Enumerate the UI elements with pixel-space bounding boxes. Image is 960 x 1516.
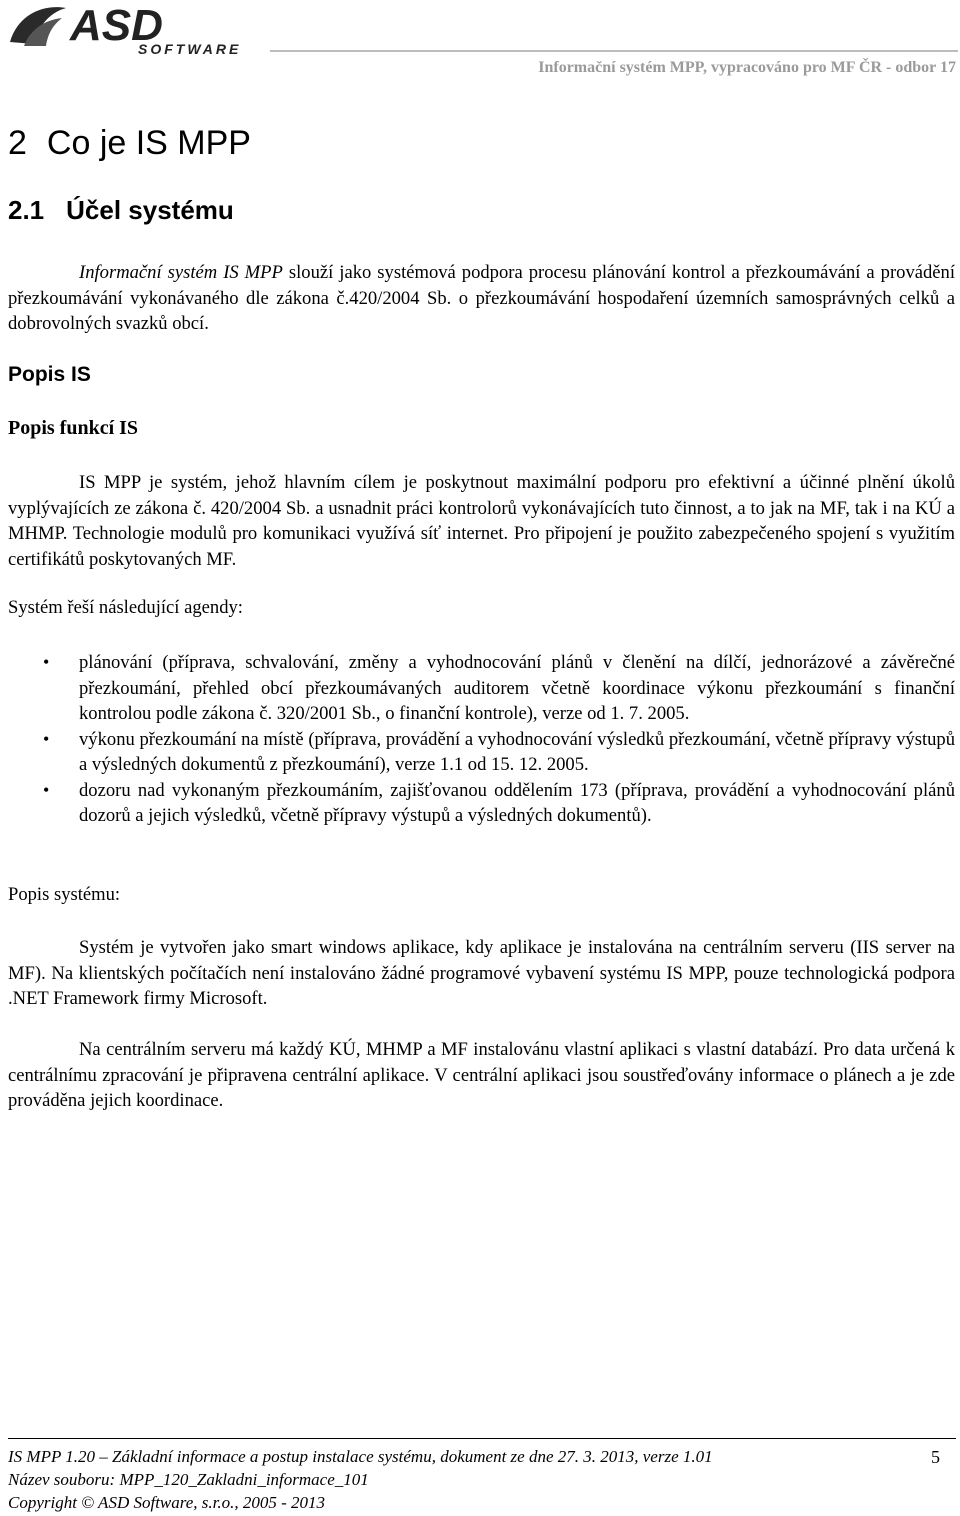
intro-paragraph (8, 260, 955, 337)
intro-text: slouží jako systémová podpora procesu plánování kontrol a přezkoumávání a provádění přezkoumávání vykonávaného dle zákona č.420/2004 Sb. o přezkoumávání hospodaření územních samosprávných celků a dobrovolných svazků obcí. (8, 262, 956, 334)
footer-document-info: IS MPP 1.20 – Základní informace a postup instalace systému, dokument ze dne 27. 3. 2013, verze 1.01 (8, 1447, 713, 1466)
popis-systemu-paragraph-2: Na centrálním serveru má každý KÚ, MHMP a MF instalovánu vlastní aplikaci s vlastní databází. Pro data určená k centrálnímu zpracování je připravena centrální aplikace. V centrální aplikaci jsou soustřeďovány informace o plánech a je zde prováděna jejich koordinace. (8, 1039, 955, 1111)
subsection-number: 2.1 (8, 195, 45, 225)
popis-systemu-paragraph-1: Systém je vytvořen jako smart windows aplikace, kdy aplikace je instalována na centrálním serveru (IIS server na MF). Na klientských počítačích není instalováno žádné programové vybavení systému IS MPP, pouze technologická podpora .NET Framework firmy Microsoft. (8, 937, 955, 1009)
popis-systemu-heading: Popis systému: (8, 884, 121, 905)
bullet-icon: • (43, 779, 50, 800)
header-rule (270, 50, 958, 52)
footer-copyright: Copyright © ASD Software, s.r.o., 2005 - 2013 (8, 1493, 326, 1512)
footer-rule (8, 1438, 956, 1439)
section-heading (8, 124, 251, 163)
bullet-icon: • (43, 728, 50, 749)
list-item: • dozoru nad vykonaným přezkoumáním, zajišťovanou oddělením 173 (příprava, provádění a vyhodnocování plánů dozorů a jejich výsledků, včetně přípravy výstupů a výsledných dokumentů). (43, 779, 955, 826)
asd-software-logo (4, 0, 274, 58)
agendas-intro: Systém řeší následující agendy: (8, 597, 243, 618)
popis-funkci-heading: Popis funkcí IS (8, 417, 139, 439)
section-title: Co je IS MPP (46, 124, 251, 162)
popis-funkci-paragraph: IS MPP je systém, jehož hlavním cílem je poskytnout maximální podporu pro efektivní a účinné plnění úkolů vyplývajících ze zákona č. 420/2004 Sb. a usnadnit práci kontrolorů vykonávajících tuto činnost, a to jak na MF, tak i na KÚ a MHMP. Technologie modulů pro komunikaci využívá síť internet. Pro připojení je použito zabezpečeného spojení s využitím certifikátů poskytovaných MF. (8, 472, 955, 570)
footer-filename: Název souboru: MPP_120_Zakladni_informace_101 (8, 1470, 369, 1489)
subsection-title: Účel systému (66, 195, 234, 225)
intro-italic-lead: Informační systém IS MPP (79, 262, 283, 283)
list-item: • výkonu přezkoumání na místě (příprava, provádění a vyhodnocování výsledků přezkoumání, včetně přípravy výstupů a výsledných dokumentů z přezkoumání), verze 1.1 od 15. 12. 2005. (43, 728, 955, 775)
svg-text:SOFTWARE: SOFTWARE (138, 41, 242, 57)
bullet-icon: • (43, 652, 50, 672)
subsection-heading (8, 195, 234, 226)
agendas-list (8, 650, 955, 829)
running-header: Informační systém MPP, vypracováno pro MF ČR - odbor 17 (538, 59, 956, 76)
list-item: • plánování (příprava, schvalování, změny a vyhodnocování plánů v členění na dílčí, jednorázové a závěrečné přezkoumání, přehled obcí přezkoumávaných auditorem včetně koordinace výkonu přezkoumání s finanční kontrolou podle zákona č. 320/2001 Sb., o finanční kontrole), verze od 1. 7. 2005. (43, 652, 955, 724)
section-number: 2 (8, 124, 27, 162)
popis-is-heading: Popis IS (8, 363, 91, 386)
svg-text:ASD: ASD (70, 1, 163, 50)
page-number: 5 (931, 1447, 940, 1467)
